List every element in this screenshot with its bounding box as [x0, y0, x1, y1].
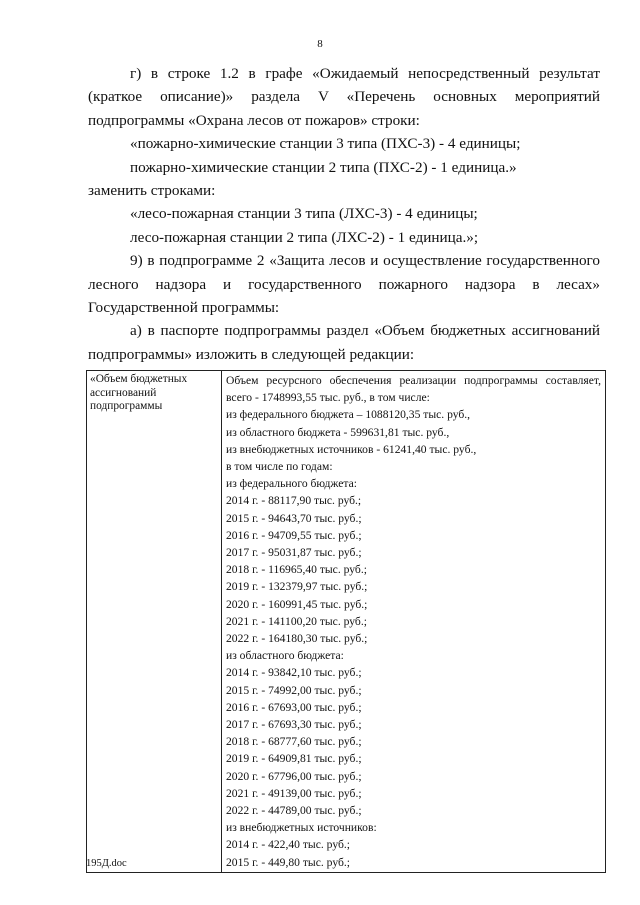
table-line-item: 2018 г. - 68777,60 тыс. руб.;: [226, 735, 362, 749]
table-line-item: из областного бюджета:: [226, 649, 344, 663]
budget-table: [86, 370, 606, 873]
table-line-item: из областного бюджета - 599631,81 тыс. руб.,: [226, 425, 450, 439]
paragraph-old-line-1: «пожарно-химические станции 3 типа (ПХС-3) - 4 единицы;: [130, 135, 521, 153]
table-line-item: из внебюджетных источников:: [226, 821, 377, 835]
table-line-item: 2015 г. - 74992,00 тыс. руб.;: [226, 683, 362, 697]
table-row: [87, 371, 606, 873]
table-left-cell: «Объем бюджетных ассигнований подпрограммы: [87, 371, 222, 873]
page-number: 8: [317, 38, 323, 50]
table-line-item: 2019 г. - 132379,97 тыс. руб.;: [226, 580, 368, 594]
table-line-item: из внебюджетных источников - 61241,40 тыс. руб.,: [226, 442, 477, 456]
table-line-item: 2017 г. - 95031,87 тыс. руб.;: [226, 546, 362, 560]
table-line-item: 2019 г. - 64909,81 тыс. руб.;: [226, 752, 362, 766]
paragraph-new-line-2: лесо-пожарная станции 2 типа (ЛХС-2) - 1 единица.»;: [130, 228, 479, 246]
table-line-item: в том числе по годам:: [226, 460, 333, 474]
table-right-cell: [222, 371, 606, 873]
paragraph-old-line-2: пожарно-химические станции 2 типа (ПХС-2) - 1 единица.»: [130, 158, 517, 176]
table-line-item: 2020 г. - 160991,45 тыс. руб.;: [226, 597, 368, 611]
document-body: [88, 62, 600, 366]
table-lines: [226, 406, 601, 870]
table-line-item: 2018 г. - 116965,40 тыс. руб.;: [226, 563, 367, 577]
paragraph-item-g: г) в строке 1.2 в графе «Ожидаемый непосредственный результат (краткое описание)» раздела V «Перечень основных мероприятий подпрограммы «Охрана лесов от пожаров» строки:: [88, 65, 600, 129]
table-line-item: 2014 г. - 93842,10 тыс. руб.;: [226, 666, 362, 680]
table-line-item: из федерального бюджета:: [226, 477, 357, 491]
table-line-item: 2022 г. - 44789,00 тыс. руб.;: [226, 804, 362, 818]
paragraph-new-line-1: «лесо-пожарная станции 3 типа (ЛХС-3) - 4 единицы;: [130, 205, 478, 223]
table-line-item: из федерального бюджета – 1088120,35 тыс. руб.,: [226, 408, 471, 422]
paragraph-replace-with: заменить строками:: [88, 182, 216, 200]
table-line-item: 2015 г. - 449,80 тыс. руб.;: [226, 855, 350, 869]
table-line-item: 2022 г. - 164180,30 тыс. руб.;: [226, 632, 368, 646]
table-line-item: 2014 г. - 422,40 тыс. руб.;: [226, 838, 350, 852]
table-line-item: 2015 г. - 94643,70 тыс. руб.;: [226, 511, 362, 525]
paragraph-item-a: а) в паспорте подпрограммы раздел «Объем бюджетных ассигнований подпрограммы» изложить в следующей редакции:: [88, 322, 600, 363]
paragraph-item-9: 9) в подпрограмме 2 «Защита лесов и осуществление государственного лесного надзора и государственного пожарного надзора в лесах» Государственной программы:: [88, 252, 600, 317]
table-line-item: 2014 г. - 88117,90 тыс. руб.;: [226, 494, 362, 508]
budget-table-container: [86, 370, 606, 873]
table-line-item: 2020 г. - 67796,00 тыс. руб.;: [226, 769, 362, 783]
table-line-item: 2021 г. - 141100,20 тыс. руб.;: [226, 614, 367, 628]
table-line-item: 2021 г. - 49139,00 тыс. руб.;: [226, 786, 362, 800]
table-line-item: 2016 г. - 94709,55 тыс. руб.;: [226, 528, 362, 542]
document-footer: 195Д.doc: [86, 858, 127, 869]
table-line-item: 2016 г. - 67693,00 тыс. руб.;: [226, 700, 362, 714]
table-line-item: 2017 г. - 67693,30 тыс. руб.;: [226, 718, 362, 732]
table-intro-text: Объем ресурсного обеспечения реализации подпрограммы составляет, всего - 1748993,55 тыс. руб., в том числе:: [226, 374, 601, 405]
